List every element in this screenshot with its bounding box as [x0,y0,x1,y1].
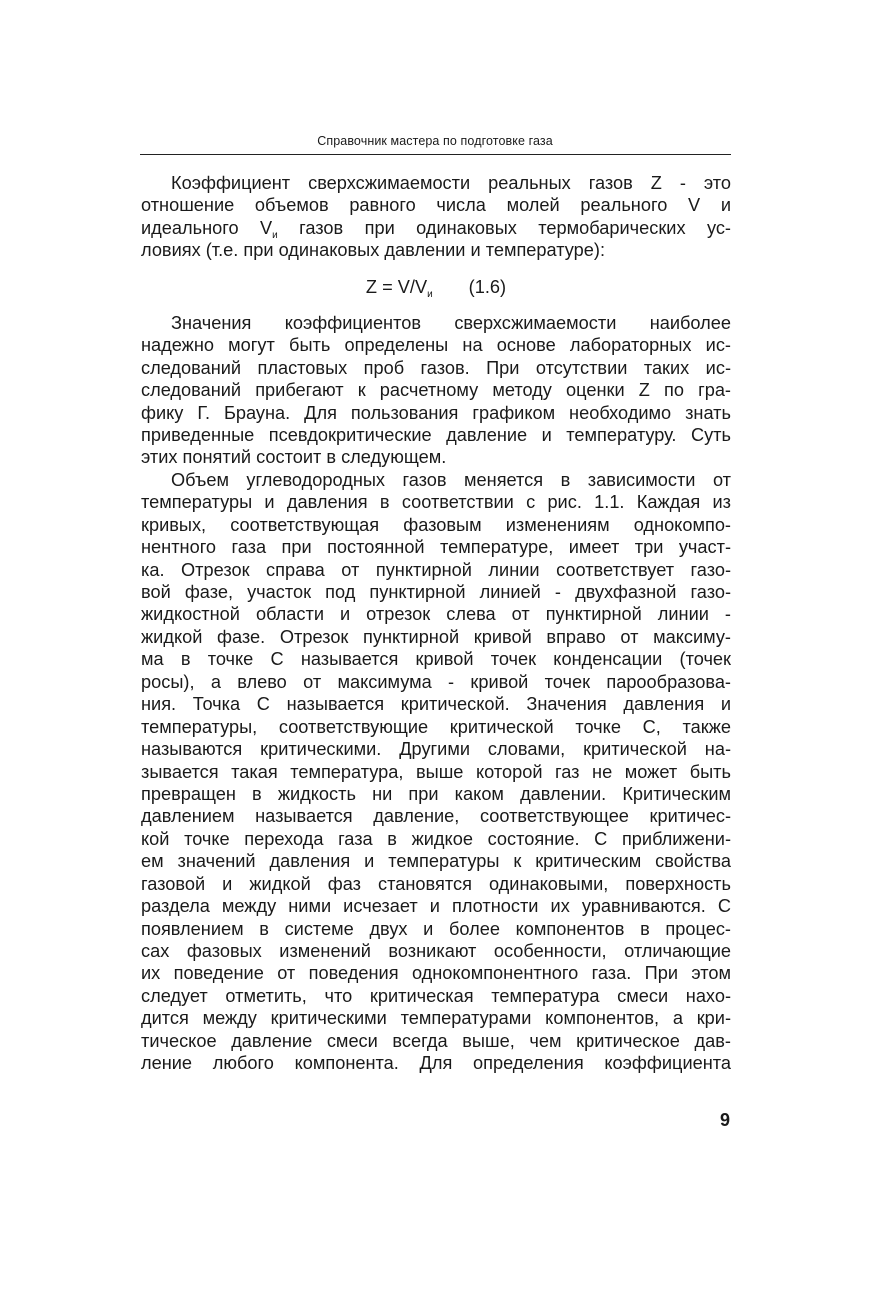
text-line: ем значений давления и температуры к критическим свойства [141,851,731,872]
text-line: газовой и жидкой фаз становятся одинаковыми, поверхность [141,873,731,894]
formula-subscript: и [427,288,433,300]
paragraph-3 [141,469,731,1075]
text-line: следований прибегают к расчетному методу оценки Z по гра- [141,380,731,401]
text-line: сах фазовых изменений возникают особенности, отличающие [141,941,731,961]
body-text [141,172,731,1075]
text-line: появлением в системе двух и более компонентов в процес- [141,918,731,939]
text-line: их поведение от поведения однокомпонентного газа. При этом [141,963,731,984]
text-line: давлением называется давление, соответствующее критичес- [141,806,731,827]
text-line: зывается такая температура, выше которой газ не может быть [141,761,731,782]
text-line: следований пластовых проб газов. При отсутствии таких ис- [141,357,731,378]
text-line: Объем углеводородных газов меняется в зависимости от [171,469,731,490]
text-span: газов при одинаковых термобарических ус- [277,217,731,238]
text-line: вой фазе, участок под пунктирной линией - двухфазной газо- [141,582,731,602]
paragraph-2 [141,312,731,469]
paragraph-1 [141,172,731,262]
header-rule [140,154,731,155]
page-number: 9 [719,1110,730,1130]
text-line: называются критическими. Другими словами, критической на- [141,739,731,760]
formula-expression: Z = V/V [365,276,428,297]
text-line: ма в точке С называется кривой точек конденсации (точек [141,649,731,670]
text-line: дится между критическими температурами компонентов, а кри- [141,1008,731,1029]
text-line: кой точке перехода газа в жидкое состояние. С приближени- [141,828,731,849]
text-line: этих понятий состоит в следующем. [141,447,447,468]
formula-number: (1.6) [468,276,507,297]
subscript: и [272,229,278,241]
text-line: росы), а влево от максимума - кривой точек парообразова- [141,671,731,692]
text-line: фику Г. Брауна. Для пользования графиком необходимо знать [141,402,731,423]
text-line: кривых, соответствующая фазовым изменениям однокомпо- [141,514,731,535]
text-line: надежно могут быть определены на основе лабораторных ис- [141,335,731,356]
text-line: ка. Отрезок справа от пунктирной линии соответствует газо- [141,559,731,580]
text-line: ление любого компонента. Для определения коэффициента [141,1053,731,1074]
text-line: отношение объемов равного числа молей реального V и [141,195,731,216]
text-line: превращен в жидкость ни при каком давлении. Критическим [141,783,731,804]
text-line: Значения коэффициентов сверхсжимаемости наиболее [171,312,731,333]
text-line: раздела между ними исчезает и плотности их уравниваются. С [141,896,731,917]
text-line: следует отметить, что критическая температура смеси нахо- [141,985,731,1006]
text-line: ловиях (т.е. при одинаковых давлении и температуре): [141,240,606,261]
text-line: тическое давление смеси всегда выше, чем критическое дав- [141,1030,731,1051]
text-line: ния. Точка С называется критической. Значения давления и [141,694,731,715]
text-span: идеального V [141,217,273,238]
text-line: нентного газа при постоянной температуре, имеет три участ- [141,537,731,558]
text-line: температуры и давления в соответствии с рис. 1.1. Каждая из [141,492,731,513]
text-line: жидкой фазе. Отрезок пунктирной кривой вправо от максиму- [141,626,731,647]
text-line: жидкостной области и отрезок слева от пунктирной линии - [141,604,731,625]
text-line: температуры, соответствующие критической точке С, также [141,716,731,737]
text-line: Коэффициент сверхсжимаемости реальных газов Z - это [171,173,731,193]
text-line [141,217,731,239]
running-head: Справочник мастера по подготовке газа [317,134,553,148]
formula [141,262,731,312]
text-line: приведенные псевдокритические давление и температуру. Суть [141,424,731,445]
